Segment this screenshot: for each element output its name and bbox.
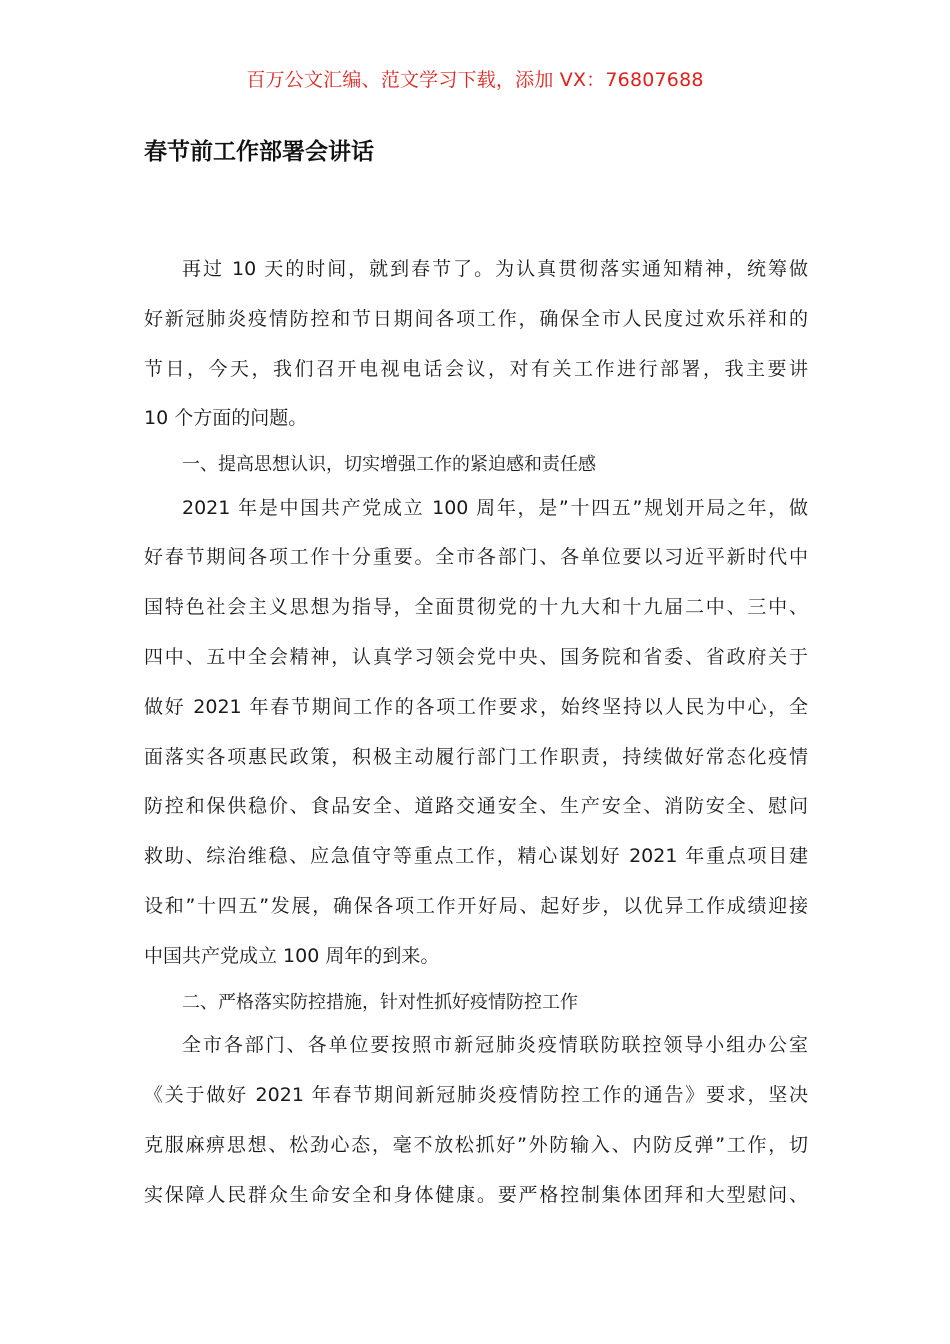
paragraph-line: 国特色社会主义思想为指导，全面贯彻党的十九大和十九届二中、三中、: [144, 596, 808, 619]
paragraph-line: 四中、五中全会精神，认真学习领会党中央、国务院和省委、省政府关于: [144, 646, 808, 669]
paragraph-line: 10 个方面的问题。: [144, 407, 308, 430]
page-title: 春节前工作部署会讲话: [144, 138, 374, 165]
paragraph-line: 《关于做好 2021 年春节期间新冠肺炎疫情防控工作的通告》要求，坚决: [144, 1083, 808, 1106]
paragraph-line: 好新冠肺炎疫情防控和节日期间各项工作，确保全市人民度过欢乐祥和的: [144, 307, 808, 330]
paragraph-line: 面落实各项惠民政策，积极主动履行部门工作职责，持续做好常态化疫情: [144, 745, 808, 768]
paragraph-line: 节日，今天，我们召开电视电话会议，对有关工作进行部署，我主要讲: [144, 357, 808, 380]
paragraph-line: 设和”十四五”发展，确保各项工作开好局、起好步，以优异工作成绩迎接: [144, 895, 808, 918]
paragraph-line: 好春节期间各项工作十分重要。全市各部门、各单位要以习近平新时代中: [144, 546, 808, 569]
watermark-banner: 百万公文汇编、范文学习下载，添加 VX：76807688: [246, 69, 704, 91]
paragraph-line: 再过 10 天的时间，就到春节了。为认真贯彻落实通知精神，统筹做: [182, 258, 808, 280]
paragraph-line: 克服麻痹思想、松劲心态，毫不放松抓好”外防输入、内防反弹”工作，切: [144, 1133, 808, 1156]
paragraph-line: 做好 2021 年春节期间工作的各项工作要求，始终坚持以人民为中心，全: [144, 695, 808, 718]
paragraph-line: 中国共产党成立 100 周年的到来。: [144, 944, 440, 967]
paragraph-line: 2021 年是中国共产党成立 100 周年，是”十四五”规划开局之年，做: [182, 496, 808, 519]
document-body: [144, 251, 808, 1226]
section-heading: 一、提高思想认识，切实增强工作的紧迫感和责任感: [182, 454, 596, 476]
paragraph-line: 全市各部门、各单位要按照市新冠肺炎疫情联防联控领导小组办公室: [182, 1034, 808, 1057]
paragraph-line: 防控和保供稳价、食品安全、道路交通安全、生产安全、消防安全、慰问: [144, 795, 808, 818]
paragraph-line: 实保障人民群众生命安全和身体健康。要严格控制集体团拜和大型慰问、: [144, 1183, 808, 1206]
section-heading: 二、严格落实防控措施，针对性抓好疫情防控工作: [182, 991, 578, 1013]
paragraph-line: 救助、综治维稳、应急值守等重点工作，精心谋划好 2021 年重点项目建: [144, 845, 808, 868]
